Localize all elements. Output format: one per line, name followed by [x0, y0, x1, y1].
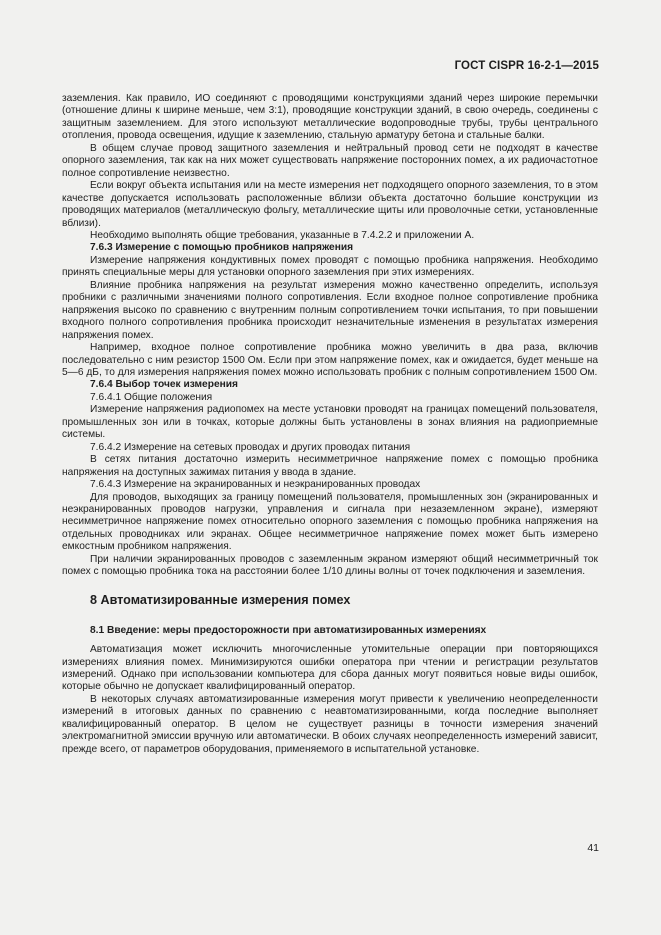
- paragraph-measurement-boundaries: Измерение напряжения радиопомех на месте установки проводят на границах помещений пользователя, промышленных зон или в точках, которые должны быть установлены в зонах влияния на радиоприемные системы.: [62, 404, 598, 441]
- paragraph-mains-measurement: В сетях питания достаточно измерить несимметричное напряжение помех с помощью пробника напряжения на доступных зажимах питания у ввода в здание.: [62, 454, 598, 478]
- paragraph-shielded-cables: При наличии экранированных проводов с заземленным экраном измеряют общий несимметричный ток помех с помощью пробника тока на расстоянии более 1/10 длины волны от точек подключения и заземления.: [62, 553, 598, 578]
- standard-header: ГОСТ CISPR 16-2-1—2015: [454, 60, 599, 72]
- clause-heading-7-6-4-2: 7.6.4.2 Измерение на сетевых проводах и других проводах питания: [90, 441, 411, 453]
- section-heading-8: 8 Автоматизированные измерения помех: [90, 592, 351, 607]
- clause-heading-7-6-4-3: 7.6.4.3 Измерение на экранированных и неэкранированных проводах: [90, 479, 421, 491]
- clause-heading-7-6-4-1: 7.6.4.1 Общие положения: [90, 391, 213, 403]
- paragraph-protective-earth: В общем случае провод защитного заземления и нейтральный провод сети не подходят в качестве опорного заземления, так как на них может существовать напряжение посторонних помех, а их радиочастотное полное сопротивление неизвестно.: [62, 142, 598, 179]
- paragraph-general-requirements: Необходимо выполнять общие требования, указанные в 7.4.2.2 и приложении А.: [90, 229, 475, 241]
- paragraph-grounding-continued: заземления. Как правило, ИО соединяют с проводящими конструкциями зданий через широкие перемычки (отношение длины к ширине меньше, чем 3:1), проводящие конструкции зданий, в свою очередь, соединены с защитным заземлением. Для этого используют металлические водопроводные трубы, трубы центрального отопления, провода освещения, идущие к заземлению, стальную арматуру бетона и стальные балки.: [62, 93, 598, 142]
- paragraph-automation-uncertainty: В некоторых случаях автоматизированные измерения могут привести к увеличению неопределенности измерений в итоговых данных по сравнению с неавтоматизированными, когда последние выполняет квалифицированный оператор. В целом не существует разницы в точности измерения значений электромагнитной эмиссии вручную или автоматически. В обоих случаях неопределенность измерений зависит, прежде всего, от параметров оборудования, применяемого в испытательной установке.: [62, 693, 598, 755]
- page-body: [62, 93, 598, 756]
- paragraph-example-resistor: Например, входное полное сопротивление пробника можно увеличить в два раза, включив последовательно с ним резистор 1500 Ом. Если при этом напряжение помех, как и ожидается, будет меньше на 5—6 дБ, то для измерения напряжения помех можно использовать пробник с полным сопротивлением 1500 Ом.: [62, 342, 598, 378]
- paragraph-automation-benefits: Автоматизация может исключить многочисленные утомительные операции при повторяющихся измерениях влияния помех. Минимизируются ошибки оператора при чтении и регистрации результатов измерений. Однако при использовании компьютера для сбора данных могут появиться новые виды ошибок, которые обычно не допускает квалифицированный оператор.: [62, 644, 598, 693]
- paragraph-alternative-reference: Если вокруг объекта испытания или на месте измерения нет подходящего опорного заземления, то в этом качестве допускается использовать расположенные вблизи объекта достаточно большие конструкции из проводящих материалов (металлическую фольгу, металлические щиты или проволочные сетки, установленные вблизи).: [62, 180, 598, 229]
- subsection-heading-7-6-4: 7.6.4 Выбор точек измерения: [90, 379, 238, 391]
- page-number: 41: [587, 842, 599, 854]
- subsection-heading-7-6-3: 7.6.3 Измерение с помощью пробников напряжения: [90, 242, 354, 254]
- paragraph-voltage-probe-measurement: Измерение напряжения кондуктивных помех проводят с помощью пробника напряжения. Необходимо принять специальные меры для установки опорного заземления при этих измерениях.: [62, 254, 598, 279]
- subsection-heading-8-1: 8.1 Введение: меры предосторожности при автоматизированных измерениях: [90, 624, 487, 636]
- paragraph-cable-measurement: Для проводов, выходящих за границу помещений пользователя, промышленных зон (экранированных и неэкранированных проводов нагрузки, управления и сигнала при незаземленном экране), измеряют несимметричное напряжение помех относительно опорного заземления с помощью пробника напряжения на отдельных проводниках или экранах. Общее несимметричное напряжение помех может быть измерено емкостным пробником напряжения.: [62, 491, 598, 553]
- paragraph-probe-influence: Влияние пробника напряжения на результат измерения можно качественно определить, используя пробники с различными значениями полного сопротивления. Если входное полное сопротивление пробника напряжения высоко по сравнению с внутренним полным сопротивлением точки испытания, то при повышении входного полного сопротивления пробника происходит незначительные изменения в результатах измерения напряжения помех.: [62, 279, 598, 341]
